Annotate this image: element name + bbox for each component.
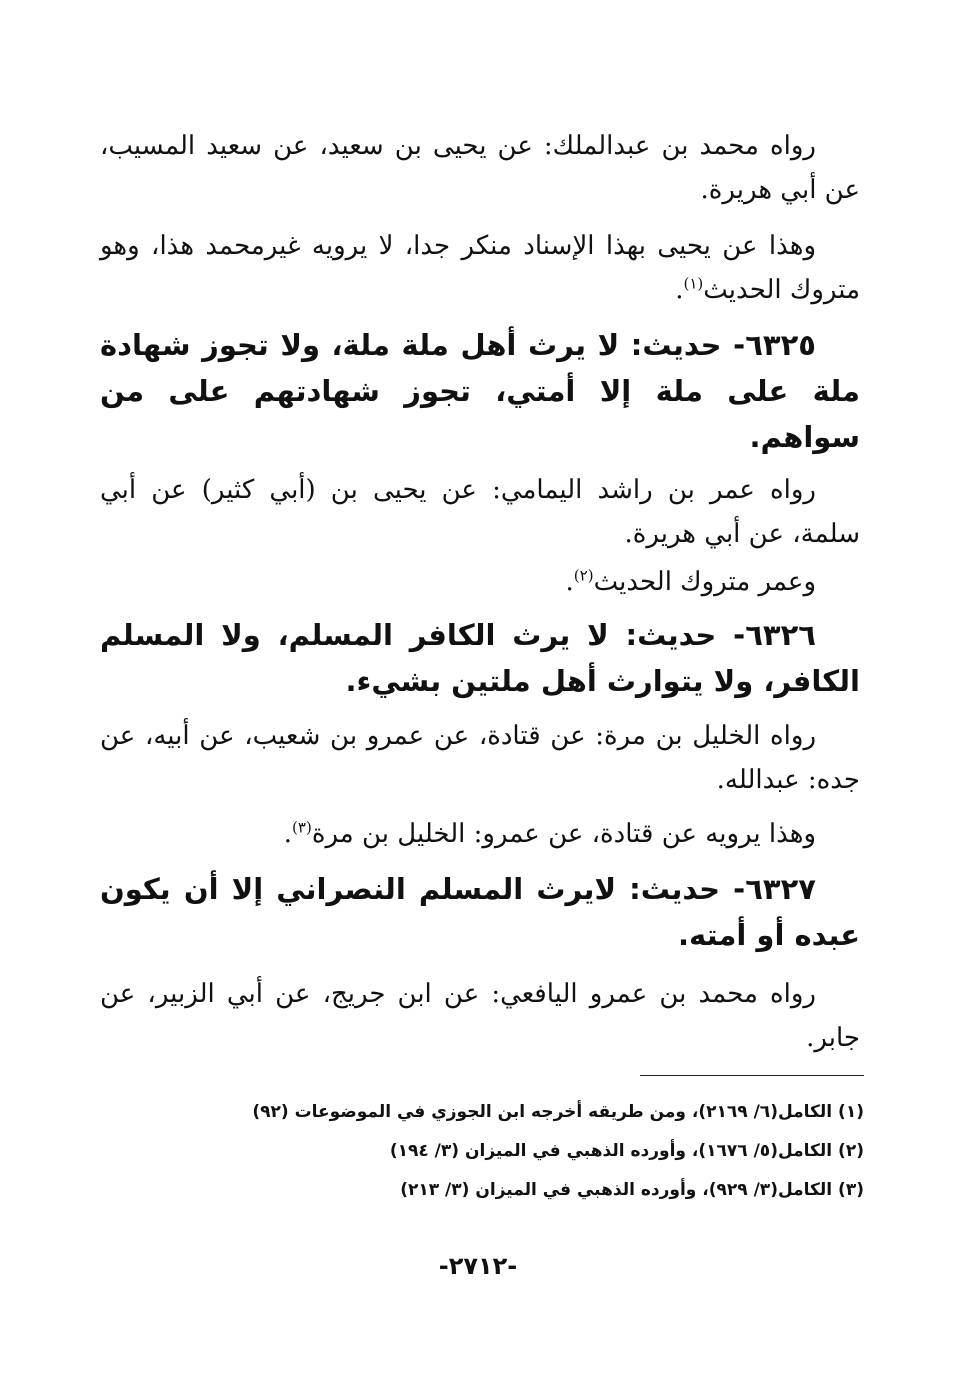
paragraph-text: رواه محمد بن عبدالملك: عن يحيى بن سعيد، عن سعيد المسيب، عن أبي هريرة. (100, 131, 860, 205)
narration-paragraph (100, 468, 860, 556)
paragraph-text: وهذا يرويه عن قتادة، عن عمرو: الخليل بن مرة (311, 819, 816, 849)
paragraph-tail: . (283, 819, 293, 849)
footnote-3: (٣) الكامل(٣/ ٩٢٩)، وأورده الذهبي في الميزان (٣/ ٢١٣) (400, 1180, 864, 1200)
hadith-text: ٦٣٢٧- حديث: لايرث المسلم النصراني إلا أن يكون عبده أو أمته. (100, 872, 860, 952)
hadith-heading (100, 612, 860, 704)
narration-paragraph (100, 124, 860, 212)
footnote-separator (640, 1075, 864, 1076)
footnote-ref: (٣) (292, 818, 312, 837)
narration-paragraph (100, 714, 860, 802)
commentary-paragraph (100, 224, 860, 312)
paragraph-text: رواه الخليل بن مرة: عن قتادة، عن عمرو بن شعيب، عن أبيه، عن جده: عبدالله. (100, 721, 860, 795)
paragraph-tail: . (675, 275, 684, 305)
page-number: -٢٧١٢- (438, 1252, 518, 1280)
paragraph-text: رواه محمد بن عمرو اليافعي: عن ابن جريج، عن أبي الزبير، عن جابر. (100, 979, 860, 1053)
hadith-heading (100, 322, 860, 460)
footnote-ref: (٢) (573, 566, 594, 585)
hadith-heading (100, 866, 860, 958)
footnote-ref: (١) (683, 274, 704, 293)
footnote-1: (١) الكامل(٦/ ٢١٦٩)، ومن طريقه أخرجه ابن الجوزي في الموضوعات (٩٢) (252, 1102, 864, 1122)
commentary-paragraph (100, 812, 860, 856)
main-text (100, 124, 860, 1060)
footnote-2: (٢) الكامل(٥/ ١٦٧٦)، وأورده الذهبي في الميزان (٣/ ١٩٤) (389, 1141, 864, 1161)
footnotes (200, 1093, 864, 1210)
paragraph-text: وعمر متروك الحديث (593, 567, 816, 597)
paragraph-text: رواه عمر بن راشد اليمامي: عن يحيى بن (أبي كثير) عن أبي سلمة، عن أبي هريرة. (100, 475, 860, 549)
commentary-paragraph (100, 560, 860, 604)
paragraph-text: وهذا عن يحيى بهذا الإسناد منكر جدا، لا يرويه غيرمحمد هذا، وهو متروك الحديث (100, 231, 860, 305)
hadith-text: ٦٣٢٥- حديث: لا يرث أهل ملة ملة، ولا تجوز شهادة ملة على ملة إلا أمتي، تجوز شهادتهم على من سواهم. (100, 328, 860, 454)
narration-paragraph (100, 972, 860, 1060)
paragraph-tail: . (565, 567, 574, 597)
hadith-text: ٦٣٢٦- حديث: لا يرث الكافر المسلم، ولا المسلم الكافر، ولا يتوارث أهل ملتين بشيء. (100, 618, 860, 698)
